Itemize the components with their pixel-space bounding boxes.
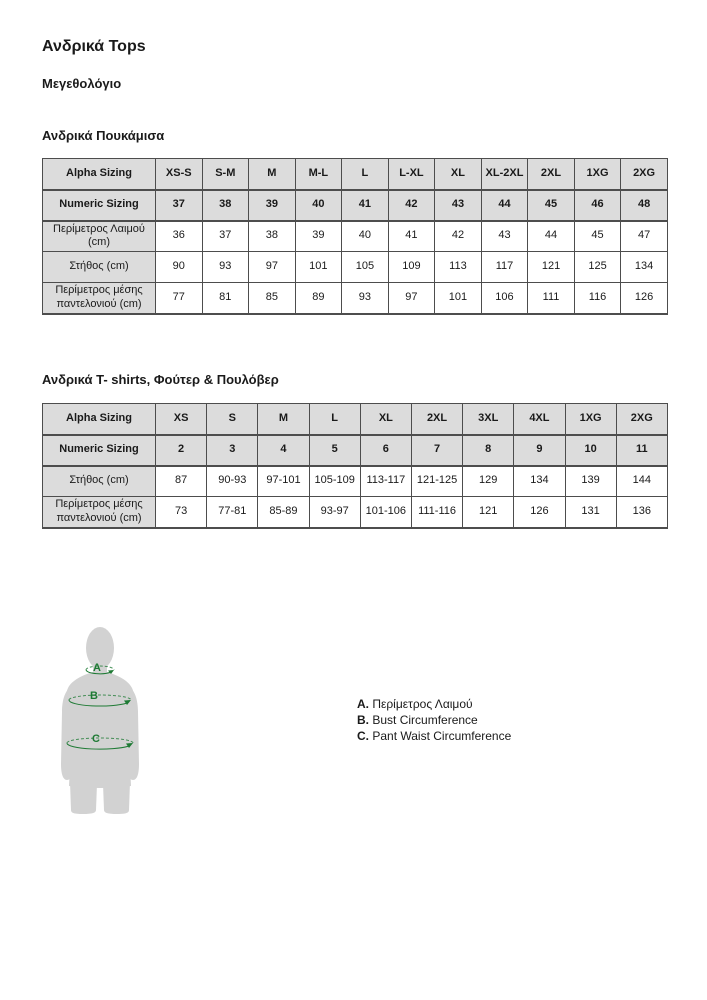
size-value-cell: 81 — [202, 283, 249, 314]
size-value-cell: 42 — [388, 190, 435, 221]
size-value-cell: 111-116 — [411, 497, 462, 528]
size-value-cell: 37 — [202, 221, 249, 252]
size-value-cell: L — [309, 404, 360, 435]
size-value-cell: 106 — [481, 283, 528, 314]
size-value-cell: 43 — [481, 221, 528, 252]
bust-marker-label: B — [90, 690, 98, 702]
size-value-cell: 109 — [388, 252, 435, 283]
size-value-cell: 37 — [156, 190, 203, 221]
size-value-cell: 90-93 — [207, 466, 258, 497]
size-value-cell: 36 — [156, 221, 203, 252]
size-value-cell: M — [249, 159, 296, 190]
legend-key: A. — [357, 697, 369, 711]
size-value-cell: 45 — [528, 190, 575, 221]
size-value-cell: 121 — [463, 497, 514, 528]
size-value-cell: 111 — [528, 283, 575, 314]
size-value-cell: 85 — [249, 283, 296, 314]
size-value-cell: S — [207, 404, 258, 435]
legend-item-neck — [357, 696, 511, 712]
size-value-cell: 2XG — [616, 404, 667, 435]
measurement-legend — [357, 696, 511, 744]
legend-item-waist — [357, 728, 511, 744]
neck-marker-label: A — [93, 662, 101, 674]
legend-text: Περίμετρος Λαιμού — [372, 697, 473, 711]
table-row — [43, 497, 668, 528]
size-value-cell: 9 — [514, 435, 565, 466]
size-value-cell: 4 — [258, 435, 309, 466]
size-value-cell: 129 — [463, 466, 514, 497]
size-value-cell: XL — [360, 404, 411, 435]
row-label-cell: Numeric Sizing — [43, 435, 156, 466]
size-value-cell: 93 — [202, 252, 249, 283]
size-value-cell: 97 — [388, 283, 435, 314]
row-label-cell: Numeric Sizing — [43, 190, 156, 221]
row-label-cell: Περίμετρος Λαιμού (cm) — [43, 221, 156, 252]
size-value-cell: 77-81 — [207, 497, 258, 528]
size-value-cell: 40 — [295, 190, 342, 221]
row-label-cell: Περίμετρος μέσης παντελονιού (cm) — [43, 283, 156, 314]
page-subtitle: Μεγεθολόγιο — [42, 76, 122, 91]
size-value-cell: 3XL — [463, 404, 514, 435]
table-row — [43, 466, 668, 497]
size-value-cell: L — [342, 159, 389, 190]
table-row — [43, 221, 668, 252]
size-value-cell: 139 — [565, 466, 616, 497]
size-value-cell: 77 — [156, 283, 203, 314]
size-value-cell: M-L — [295, 159, 342, 190]
size-value-cell: 4XL — [514, 404, 565, 435]
size-value-cell: S-M — [202, 159, 249, 190]
size-value-cell: 1XG — [574, 159, 621, 190]
size-value-cell: 97-101 — [258, 466, 309, 497]
size-value-cell: XL — [435, 159, 482, 190]
size-value-cell: 40 — [342, 221, 389, 252]
table-row — [43, 404, 668, 435]
size-value-cell: 7 — [411, 435, 462, 466]
row-label-cell: Στήθος (cm) — [43, 252, 156, 283]
size-value-cell: 11 — [616, 435, 667, 466]
size-value-cell: 2XL — [528, 159, 575, 190]
row-label-cell: Alpha Sizing — [43, 159, 156, 190]
size-value-cell: 121 — [528, 252, 575, 283]
row-label-cell: Στήθος (cm) — [43, 466, 156, 497]
size-value-cell: 101 — [295, 252, 342, 283]
size-value-cell: 113-117 — [360, 466, 411, 497]
size-value-cell: 126 — [514, 497, 565, 528]
legend-text: Pant Waist Circumference — [372, 729, 512, 743]
size-value-cell: 85-89 — [258, 497, 309, 528]
table-row — [43, 435, 668, 466]
size-value-cell: 6 — [360, 435, 411, 466]
size-value-cell: 136 — [616, 497, 667, 528]
size-value-cell: 125 — [574, 252, 621, 283]
shirts-size-table — [42, 158, 668, 315]
tshirts-table-title: Ανδρικά T- shirts, Φούτερ & Πουλόβερ — [42, 372, 279, 387]
size-value-cell: L-XL — [388, 159, 435, 190]
size-value-cell: 73 — [156, 497, 207, 528]
size-value-cell: 93-97 — [309, 497, 360, 528]
size-value-cell: 144 — [616, 466, 667, 497]
size-value-cell: M — [258, 404, 309, 435]
size-value-cell: 105 — [342, 252, 389, 283]
shirts-table-title: Ανδρικά Πουκάμισα — [42, 128, 165, 143]
size-value-cell: 113 — [435, 252, 482, 283]
size-value-cell: 134 — [514, 466, 565, 497]
size-value-cell: 41 — [342, 190, 389, 221]
size-value-cell: 38 — [202, 190, 249, 221]
size-value-cell: 2 — [156, 435, 207, 466]
row-label-cell: Περίμετρος μέσης παντελονιού (cm) — [43, 497, 156, 528]
size-value-cell: 46 — [574, 190, 621, 221]
size-value-cell: 43 — [435, 190, 482, 221]
table-row — [43, 159, 668, 190]
size-value-cell: 116 — [574, 283, 621, 314]
size-value-cell: 47 — [621, 221, 668, 252]
size-value-cell: XS — [156, 404, 207, 435]
size-value-cell: 134 — [621, 252, 668, 283]
size-value-cell: 8 — [463, 435, 514, 466]
size-value-cell: 1XG — [565, 404, 616, 435]
size-value-cell: 45 — [574, 221, 621, 252]
size-value-cell: 101-106 — [360, 497, 411, 528]
tshirts-size-table — [42, 403, 668, 529]
size-value-cell: 41 — [388, 221, 435, 252]
size-value-cell: 2XL — [411, 404, 462, 435]
size-value-cell: 121-125 — [411, 466, 462, 497]
size-value-cell: XS-S — [156, 159, 203, 190]
table-row — [43, 283, 668, 314]
table-row — [43, 252, 668, 283]
size-value-cell: 3 — [207, 435, 258, 466]
size-value-cell: 117 — [481, 252, 528, 283]
legend-key: C. — [357, 729, 369, 743]
size-value-cell: 93 — [342, 283, 389, 314]
size-value-cell: 105-109 — [309, 466, 360, 497]
size-value-cell: 131 — [565, 497, 616, 528]
legend-key: B. — [357, 713, 369, 727]
size-value-cell: 89 — [295, 283, 342, 314]
size-value-cell: 87 — [156, 466, 207, 497]
size-value-cell: 39 — [249, 190, 296, 221]
size-value-cell: 38 — [249, 221, 296, 252]
size-value-cell: 42 — [435, 221, 482, 252]
table-row — [43, 190, 668, 221]
size-value-cell: 90 — [156, 252, 203, 283]
row-label-cell: Alpha Sizing — [43, 404, 156, 435]
male-torso-silhouette-icon — [50, 624, 150, 819]
legend-text: Bust Circumference — [372, 713, 478, 727]
size-value-cell: 2XG — [621, 159, 668, 190]
size-value-cell: 5 — [309, 435, 360, 466]
size-value-cell: XL-2XL — [481, 159, 528, 190]
body-measurement-figure — [50, 624, 150, 819]
size-value-cell: 97 — [249, 252, 296, 283]
size-value-cell: 126 — [621, 283, 668, 314]
size-value-cell: 48 — [621, 190, 668, 221]
size-value-cell: 39 — [295, 221, 342, 252]
legend-item-bust — [357, 712, 511, 728]
size-value-cell: 10 — [565, 435, 616, 466]
page-title: Ανδρικά Tops — [42, 38, 146, 55]
size-value-cell: 44 — [528, 221, 575, 252]
size-value-cell: 101 — [435, 283, 482, 314]
size-value-cell: 44 — [481, 190, 528, 221]
waist-marker-label: C — [92, 733, 100, 745]
